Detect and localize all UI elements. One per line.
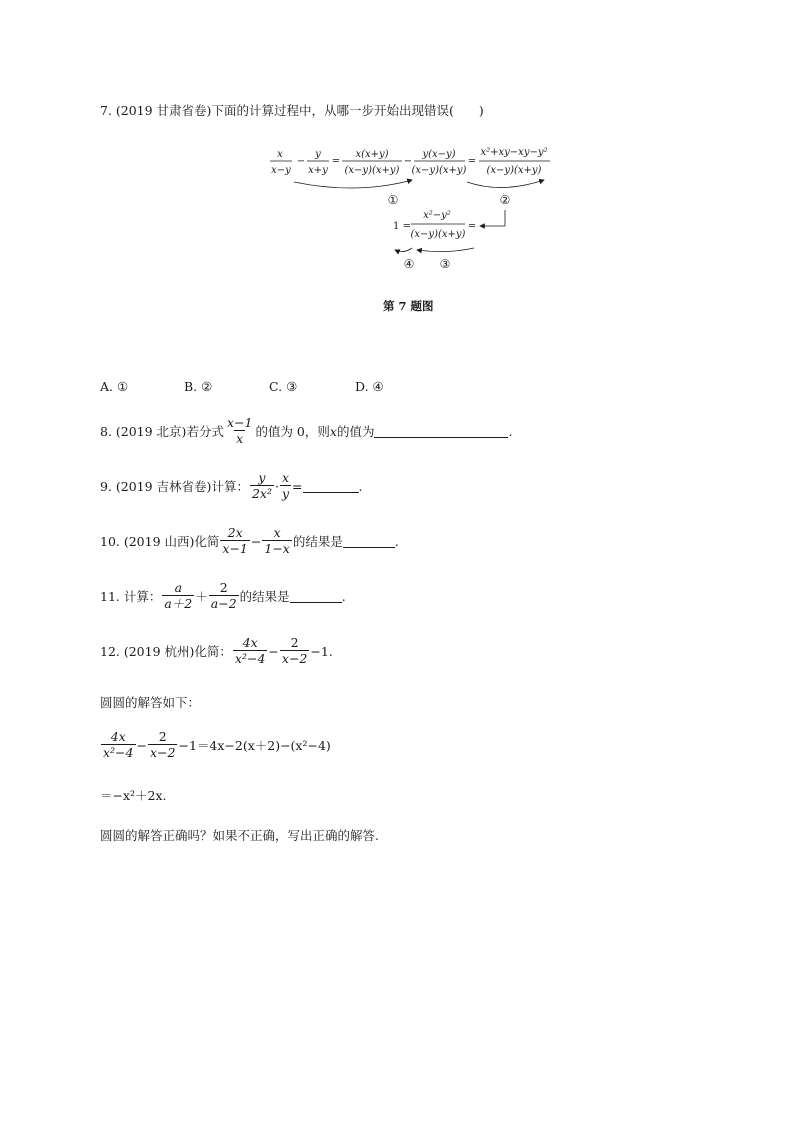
q11-num1: a: [174, 580, 183, 595]
fig-row2-lead: 1 =: [393, 221, 411, 232]
q12-sol-num1: 4x: [110, 729, 126, 744]
fig-step4: ④: [403, 257, 415, 271]
fig-minus1: −: [296, 156, 306, 167]
fig-t6-den: (x−y)(x+y): [410, 229, 466, 240]
q9-eq: =: [292, 478, 303, 494]
q11: [100, 581, 346, 611]
q8-middle: 的值为 0，则: [255, 424, 330, 440]
q12-minus: −: [268, 643, 279, 659]
q9-fraction-2: [280, 471, 291, 501]
q11-end: .: [341, 588, 346, 604]
fig-eq2: =: [467, 156, 477, 167]
q8-num: x−1: [226, 415, 253, 430]
q8-end: .: [508, 423, 513, 439]
q7-option-b[interactable]: B. ②: [184, 379, 213, 394]
q10-num1: 2x: [227, 525, 243, 540]
q12: [100, 636, 333, 666]
q10-end: .: [394, 533, 399, 549]
q10-suffix: 的结果是: [292, 534, 343, 550]
q12-solution-intro: 圆圆的解答如下：: [100, 695, 201, 710]
q12-solution-line2: ＝−x²＋2x.: [100, 788, 167, 803]
q8-den: x: [236, 431, 244, 447]
q12-tail: −1.: [310, 643, 333, 659]
q12-sol-den2: x−2: [149, 745, 176, 761]
fig-t1-den: x−y: [271, 165, 291, 176]
q10-fraction-2: [262, 526, 291, 556]
fig-t5-num: x²+xy−xy−y²: [480, 147, 548, 158]
fig-t6-num: x²−y²: [423, 210, 451, 221]
q8-answer-blank[interactable]: [374, 425, 508, 438]
q8-suffix: 的值为: [336, 424, 375, 440]
q7-figure: [262, 140, 562, 275]
q10-minus: −: [250, 533, 262, 549]
q11-den2: a−2: [210, 596, 237, 612]
q11-prefix: 11. 计算：: [100, 589, 162, 605]
q12-solution-line1: [100, 730, 331, 760]
q12-sol-fraction-1: [101, 730, 136, 760]
q7-stem: 7. (2019 甘肃省卷)下面的计算过程中，从哪一步开始出现错误( ): [100, 103, 484, 118]
q8-fraction: [225, 416, 254, 446]
q10-den1: x−1: [222, 541, 248, 557]
q9-prefix: 9. (2019 吉林省卷)计算：: [100, 479, 249, 495]
q11-den1: a＋2: [164, 596, 193, 612]
fig-t2-den: x+y: [308, 165, 328, 176]
q12-sol-rest: −1＝4x−2(x＋2)−(x²−4): [178, 738, 331, 754]
q12-followup-question: 圆圆的解答正确吗？如果不正确，写出正确的解答.: [100, 828, 379, 843]
q12-den1: x²−4: [234, 651, 266, 667]
q10-num2: x: [273, 525, 281, 540]
q11-suffix: 的结果是: [239, 589, 290, 605]
q7-figure-caption: 第 7 题图: [383, 299, 434, 313]
q9: [100, 471, 362, 501]
q11-fraction-1: [162, 581, 194, 611]
q10-fraction-1: [220, 526, 249, 556]
fig-eq3: =: [467, 221, 477, 232]
q8: [100, 416, 512, 446]
q7-option-a[interactable]: A. ①: [100, 379, 129, 394]
q12-sol-den1: x²−4: [103, 745, 134, 761]
q11-answer-blank[interactable]: [290, 590, 342, 603]
q8-var: x: [329, 423, 337, 439]
q12-fraction-2: [280, 636, 309, 666]
q11-plus: ＋: [195, 589, 208, 605]
q9-num2: x: [281, 470, 290, 485]
q9-num1: y: [258, 470, 266, 485]
fig-step2: ②: [499, 193, 511, 207]
q11-fraction-2: [209, 581, 239, 611]
fig-step1: ①: [387, 193, 399, 207]
q12-num1: 4x: [242, 635, 258, 650]
q10: [100, 526, 399, 556]
q9-dot: ·: [274, 478, 279, 494]
fig-eq1: =: [331, 156, 341, 167]
q12-sol-minus: −: [136, 737, 147, 753]
q12-den2: x−2: [281, 651, 308, 667]
fig-t5-den: (x−y)(x+y): [486, 165, 542, 176]
q12-sol-fraction-2: [148, 730, 177, 760]
q7-option-d[interactable]: D. ④: [355, 379, 384, 394]
q7-option-c[interactable]: C. ③: [269, 379, 298, 394]
q8-prefix: 8. (2019 北京)若分式: [100, 424, 224, 440]
q12-num2: 2: [290, 635, 299, 650]
q12-sol-num2: 2: [158, 729, 167, 744]
q10-answer-blank[interactable]: [343, 535, 395, 548]
q12-fraction-1: [233, 636, 268, 666]
fig-t3-num: x(x+y): [355, 149, 389, 160]
fig-step3: ③: [439, 257, 451, 271]
q10-den2: 1−x: [264, 541, 290, 557]
q11-num2: 2: [219, 580, 228, 595]
q9-den1: 2x²: [251, 486, 272, 502]
q12-prefix: 12. (2019 杭州)化简：: [100, 644, 232, 660]
q9-den2: y: [281, 486, 290, 502]
fig-t2-num: y: [315, 149, 321, 160]
q9-fraction-1: [250, 471, 274, 501]
q9-answer-blank[interactable]: [303, 480, 359, 493]
q9-end: .: [358, 478, 363, 494]
q10-prefix: 10. (2019 山西)化简: [100, 534, 220, 550]
fig-t1-num: x: [277, 149, 283, 160]
fig-t4-den: (x−y)(x+y): [411, 165, 467, 176]
fig-t4-num: y(x−y): [422, 149, 456, 160]
fig-t3-den: (x−y)(x+y): [344, 165, 400, 176]
fig-minus2: −: [403, 156, 413, 167]
